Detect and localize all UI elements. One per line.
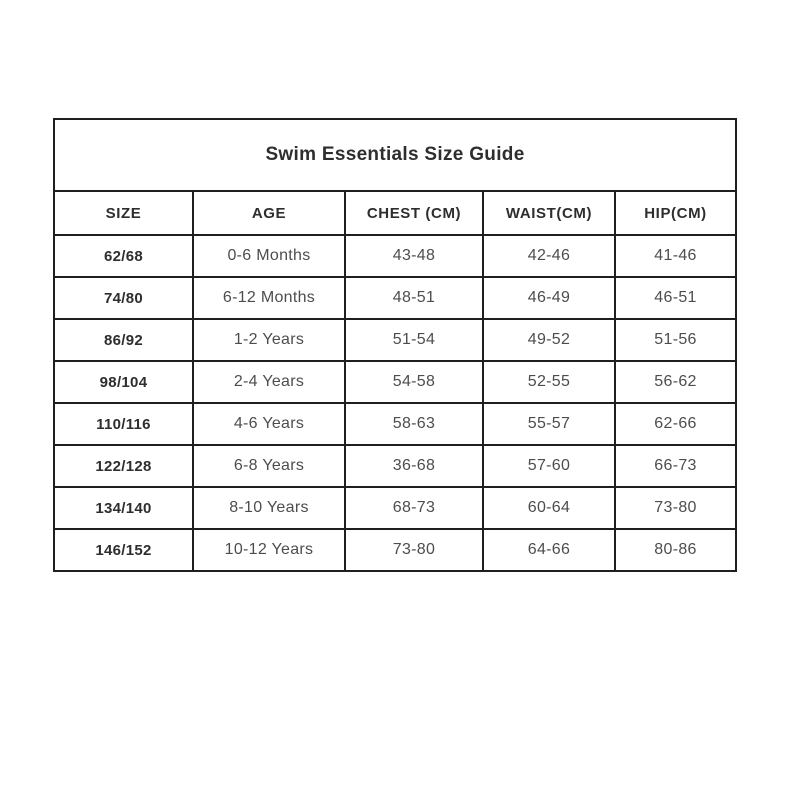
hip-cell: 56-62 (615, 361, 736, 403)
chest-cell: 68-73 (345, 487, 483, 529)
size-cell: 110/116 (54, 403, 193, 445)
hip-cell: 80-86 (615, 529, 736, 571)
size-cell: 98/104 (54, 361, 193, 403)
size-guide-table (53, 118, 737, 572)
waist-cell: 52-55 (483, 361, 615, 403)
table-row (54, 487, 736, 529)
table-title: Swim Essentials Size Guide (54, 119, 736, 191)
table-row (54, 361, 736, 403)
waist-cell: 60-64 (483, 487, 615, 529)
waist-cell: 42-46 (483, 235, 615, 277)
table-row (54, 403, 736, 445)
age-cell: 1-2 Years (193, 319, 345, 361)
column-header-chest: CHEST (CM) (345, 191, 483, 235)
size-cell: 74/80 (54, 277, 193, 319)
chest-cell: 48-51 (345, 277, 483, 319)
chest-cell: 54-58 (345, 361, 483, 403)
header-row (54, 191, 736, 235)
column-header-hip: HIP(CM) (615, 191, 736, 235)
hip-cell: 51-56 (615, 319, 736, 361)
column-header-waist: WAIST(CM) (483, 191, 615, 235)
age-cell: 0-6 Months (193, 235, 345, 277)
waist-cell: 49-52 (483, 319, 615, 361)
size-cell: 86/92 (54, 319, 193, 361)
chest-cell: 73-80 (345, 529, 483, 571)
size-cell: 146/152 (54, 529, 193, 571)
hip-cell: 46-51 (615, 277, 736, 319)
table-row (54, 319, 736, 361)
title-row (54, 119, 736, 191)
hip-cell: 41-46 (615, 235, 736, 277)
chest-cell: 58-63 (345, 403, 483, 445)
hip-cell: 73-80 (615, 487, 736, 529)
age-cell: 2-4 Years (193, 361, 345, 403)
waist-cell: 57-60 (483, 445, 615, 487)
chest-cell: 43-48 (345, 235, 483, 277)
size-cell: 62/68 (54, 235, 193, 277)
table-row (54, 529, 736, 571)
hip-cell: 62-66 (615, 403, 736, 445)
hip-cell: 66-73 (615, 445, 736, 487)
table-row (54, 235, 736, 277)
column-header-age: AGE (193, 191, 345, 235)
table-row (54, 445, 736, 487)
age-cell: 8-10 Years (193, 487, 345, 529)
table-row (54, 277, 736, 319)
chest-cell: 51-54 (345, 319, 483, 361)
age-cell: 6-12 Months (193, 277, 345, 319)
age-cell: 10-12 Years (193, 529, 345, 571)
size-cell: 122/128 (54, 445, 193, 487)
size-cell: 134/140 (54, 487, 193, 529)
waist-cell: 64-66 (483, 529, 615, 571)
age-cell: 4-6 Years (193, 403, 345, 445)
chest-cell: 36-68 (345, 445, 483, 487)
waist-cell: 55-57 (483, 403, 615, 445)
column-header-size: SIZE (54, 191, 193, 235)
age-cell: 6-8 Years (193, 445, 345, 487)
waist-cell: 46-49 (483, 277, 615, 319)
